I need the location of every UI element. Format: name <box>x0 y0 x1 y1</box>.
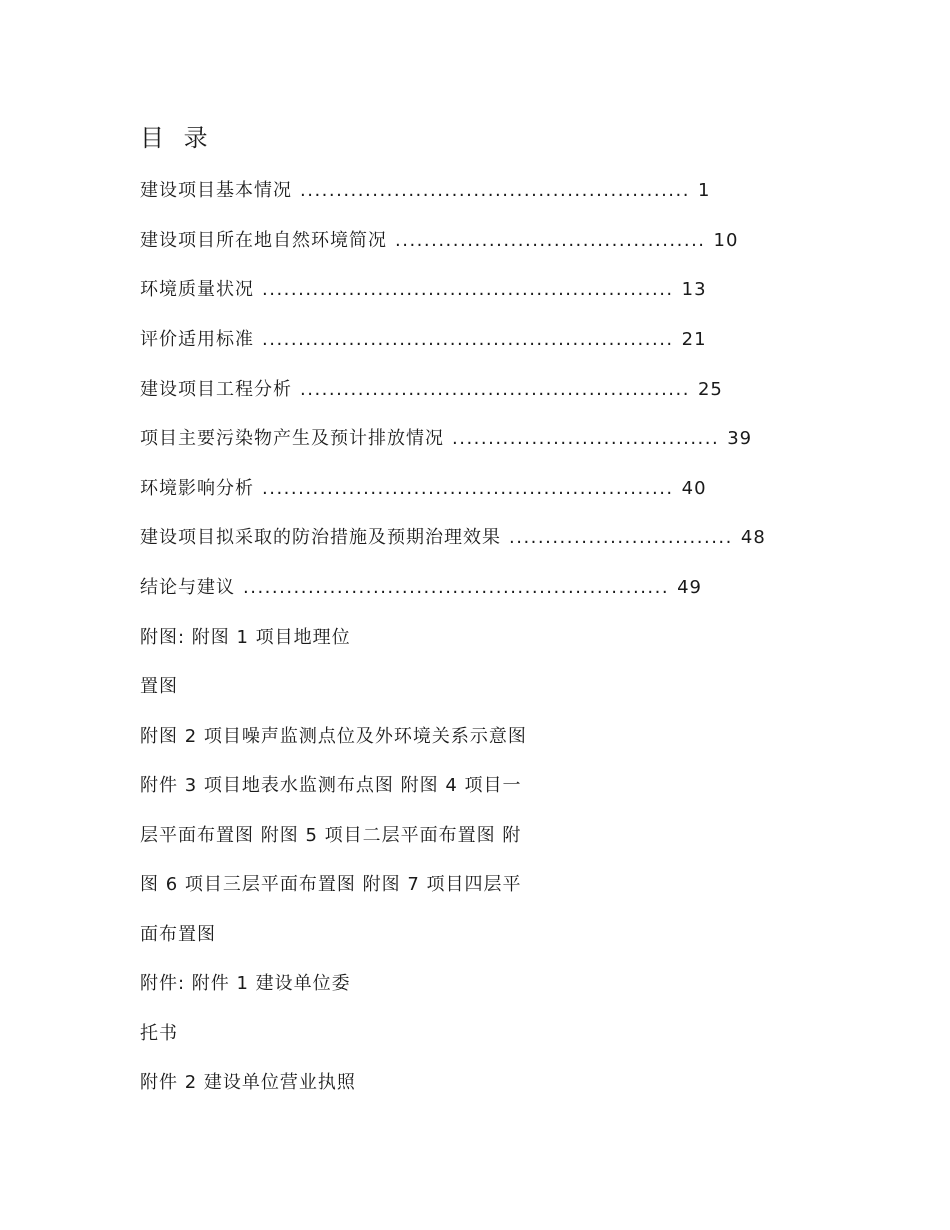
toc-entry-page: 21 <box>681 329 707 350</box>
toc-leader-dots: ...................................................... <box>300 180 690 201</box>
appendix-line: 托书 <box>140 1023 178 1044</box>
toc-entry <box>140 377 723 403</box>
toc-entry-label: 环境影响分析 <box>140 478 254 499</box>
toc-leader-dots: ........................................................... <box>243 577 670 598</box>
appendix-line: 附图: 附图 1 项目地理位 <box>140 627 351 648</box>
toc-entry <box>140 525 766 551</box>
toc-entry-page: 39 <box>727 428 753 449</box>
appendix-line: 附图 2 项目噪声监测点位及外环境关系示意图 <box>140 726 527 747</box>
toc-entry-label: 建设项目基本情况 <box>140 180 292 201</box>
toc-leader-dots: ............................... <box>509 527 733 548</box>
toc-entry <box>140 178 710 204</box>
appendix-line: 层平面布置图 附图 5 项目二层平面布置图 附 <box>140 825 522 846</box>
appendix-line: 附件: 附件 1 建设单位委 <box>140 973 351 994</box>
toc-leader-dots: ........................................... <box>395 230 706 251</box>
toc-entry-label: 建设项目拟采取的防治措施及预期治理效果 <box>140 527 501 548</box>
toc-entry-label: 建设项目所在地自然环境简况 <box>140 230 387 251</box>
toc-entry <box>140 277 707 303</box>
toc-entry <box>140 228 738 254</box>
toc-leader-dots: ..................................... <box>452 428 720 449</box>
toc-entry <box>140 327 707 353</box>
toc-entry-label: 建设项目工程分析 <box>140 379 292 400</box>
toc-entry <box>140 426 752 452</box>
toc-entry-page: 48 <box>740 527 766 548</box>
toc-leader-dots: ...................................................... <box>300 379 690 400</box>
appendix-line: 面布置图 <box>140 924 216 945</box>
toc-title: 目 录 <box>140 124 214 152</box>
toc-entry-label: 环境质量状况 <box>140 279 254 300</box>
toc-leader-dots: ......................................................... <box>262 279 674 300</box>
toc-entry <box>140 476 707 502</box>
toc-entry-label: 结论与建议 <box>140 577 235 598</box>
toc-entry <box>140 575 702 601</box>
toc-entry-page: 1 <box>697 180 711 201</box>
appendix-line: 附件 2 建设单位营业执照 <box>140 1072 356 1093</box>
toc-entry-label: 项目主要污染物产生及预计排放情况 <box>140 428 444 449</box>
toc-entry-label: 评价适用标准 <box>140 329 254 350</box>
appendix-line: 附件 3 项目地表水监测布点图 附图 4 项目一 <box>140 775 522 796</box>
appendix-line: 图 6 项目三层平面布置图 附图 7 项目四层平 <box>140 874 522 895</box>
toc-entry-page: 25 <box>697 379 723 400</box>
toc-leader-dots: ......................................................... <box>262 478 674 499</box>
toc-entry-page: 49 <box>677 577 702 598</box>
toc-entry-page: 13 <box>681 279 707 300</box>
toc-entry-page: 40 <box>681 478 707 499</box>
toc-leader-dots: ......................................................... <box>262 329 674 350</box>
toc-entry-page: 10 <box>713 230 739 251</box>
appendix-line: 置图 <box>140 676 178 697</box>
